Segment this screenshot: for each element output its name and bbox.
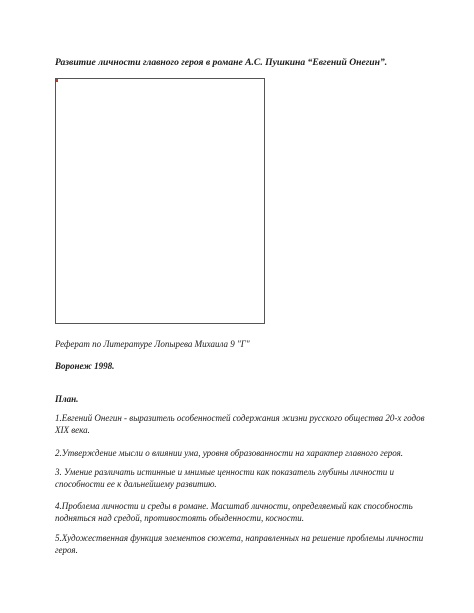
abstract-author-line: Реферат по Литературе Лопырева Михаила 9 "Г" [55,339,250,349]
plan-item: 2.Утверждение мысли о влиянии ума, уровня образованности на характер главного героя. [55,448,404,458]
document-title: Развитие личности главного героя в романе А.С. Пушкина “Евгений Онегин”. [55,57,388,68]
image-frame [55,78,265,324]
frame-marker [56,79,58,82]
plan-item: 3. Умение различать истинные и мнимые ценности как показатель глубины личности и способности ее к дальнейшему развитию. [55,467,395,489]
plan-heading: План. [55,394,79,404]
plan-item: 5.Художественная функция элементов сюжета, направленных на решение проблемы личности героя. [55,533,424,555]
city-year: Воронеж 1998. [55,361,115,371]
plan-item: 1.Евгений Онегин - выразитель особенностей содержания жизни русского общества 20-х годов XIX века. [55,413,425,435]
plan-item: 4.Проблема личности и среды в романе. Масштаб личности, определяемый как способность подняться над средой, противостоять обыденности, косности. [55,501,413,523]
